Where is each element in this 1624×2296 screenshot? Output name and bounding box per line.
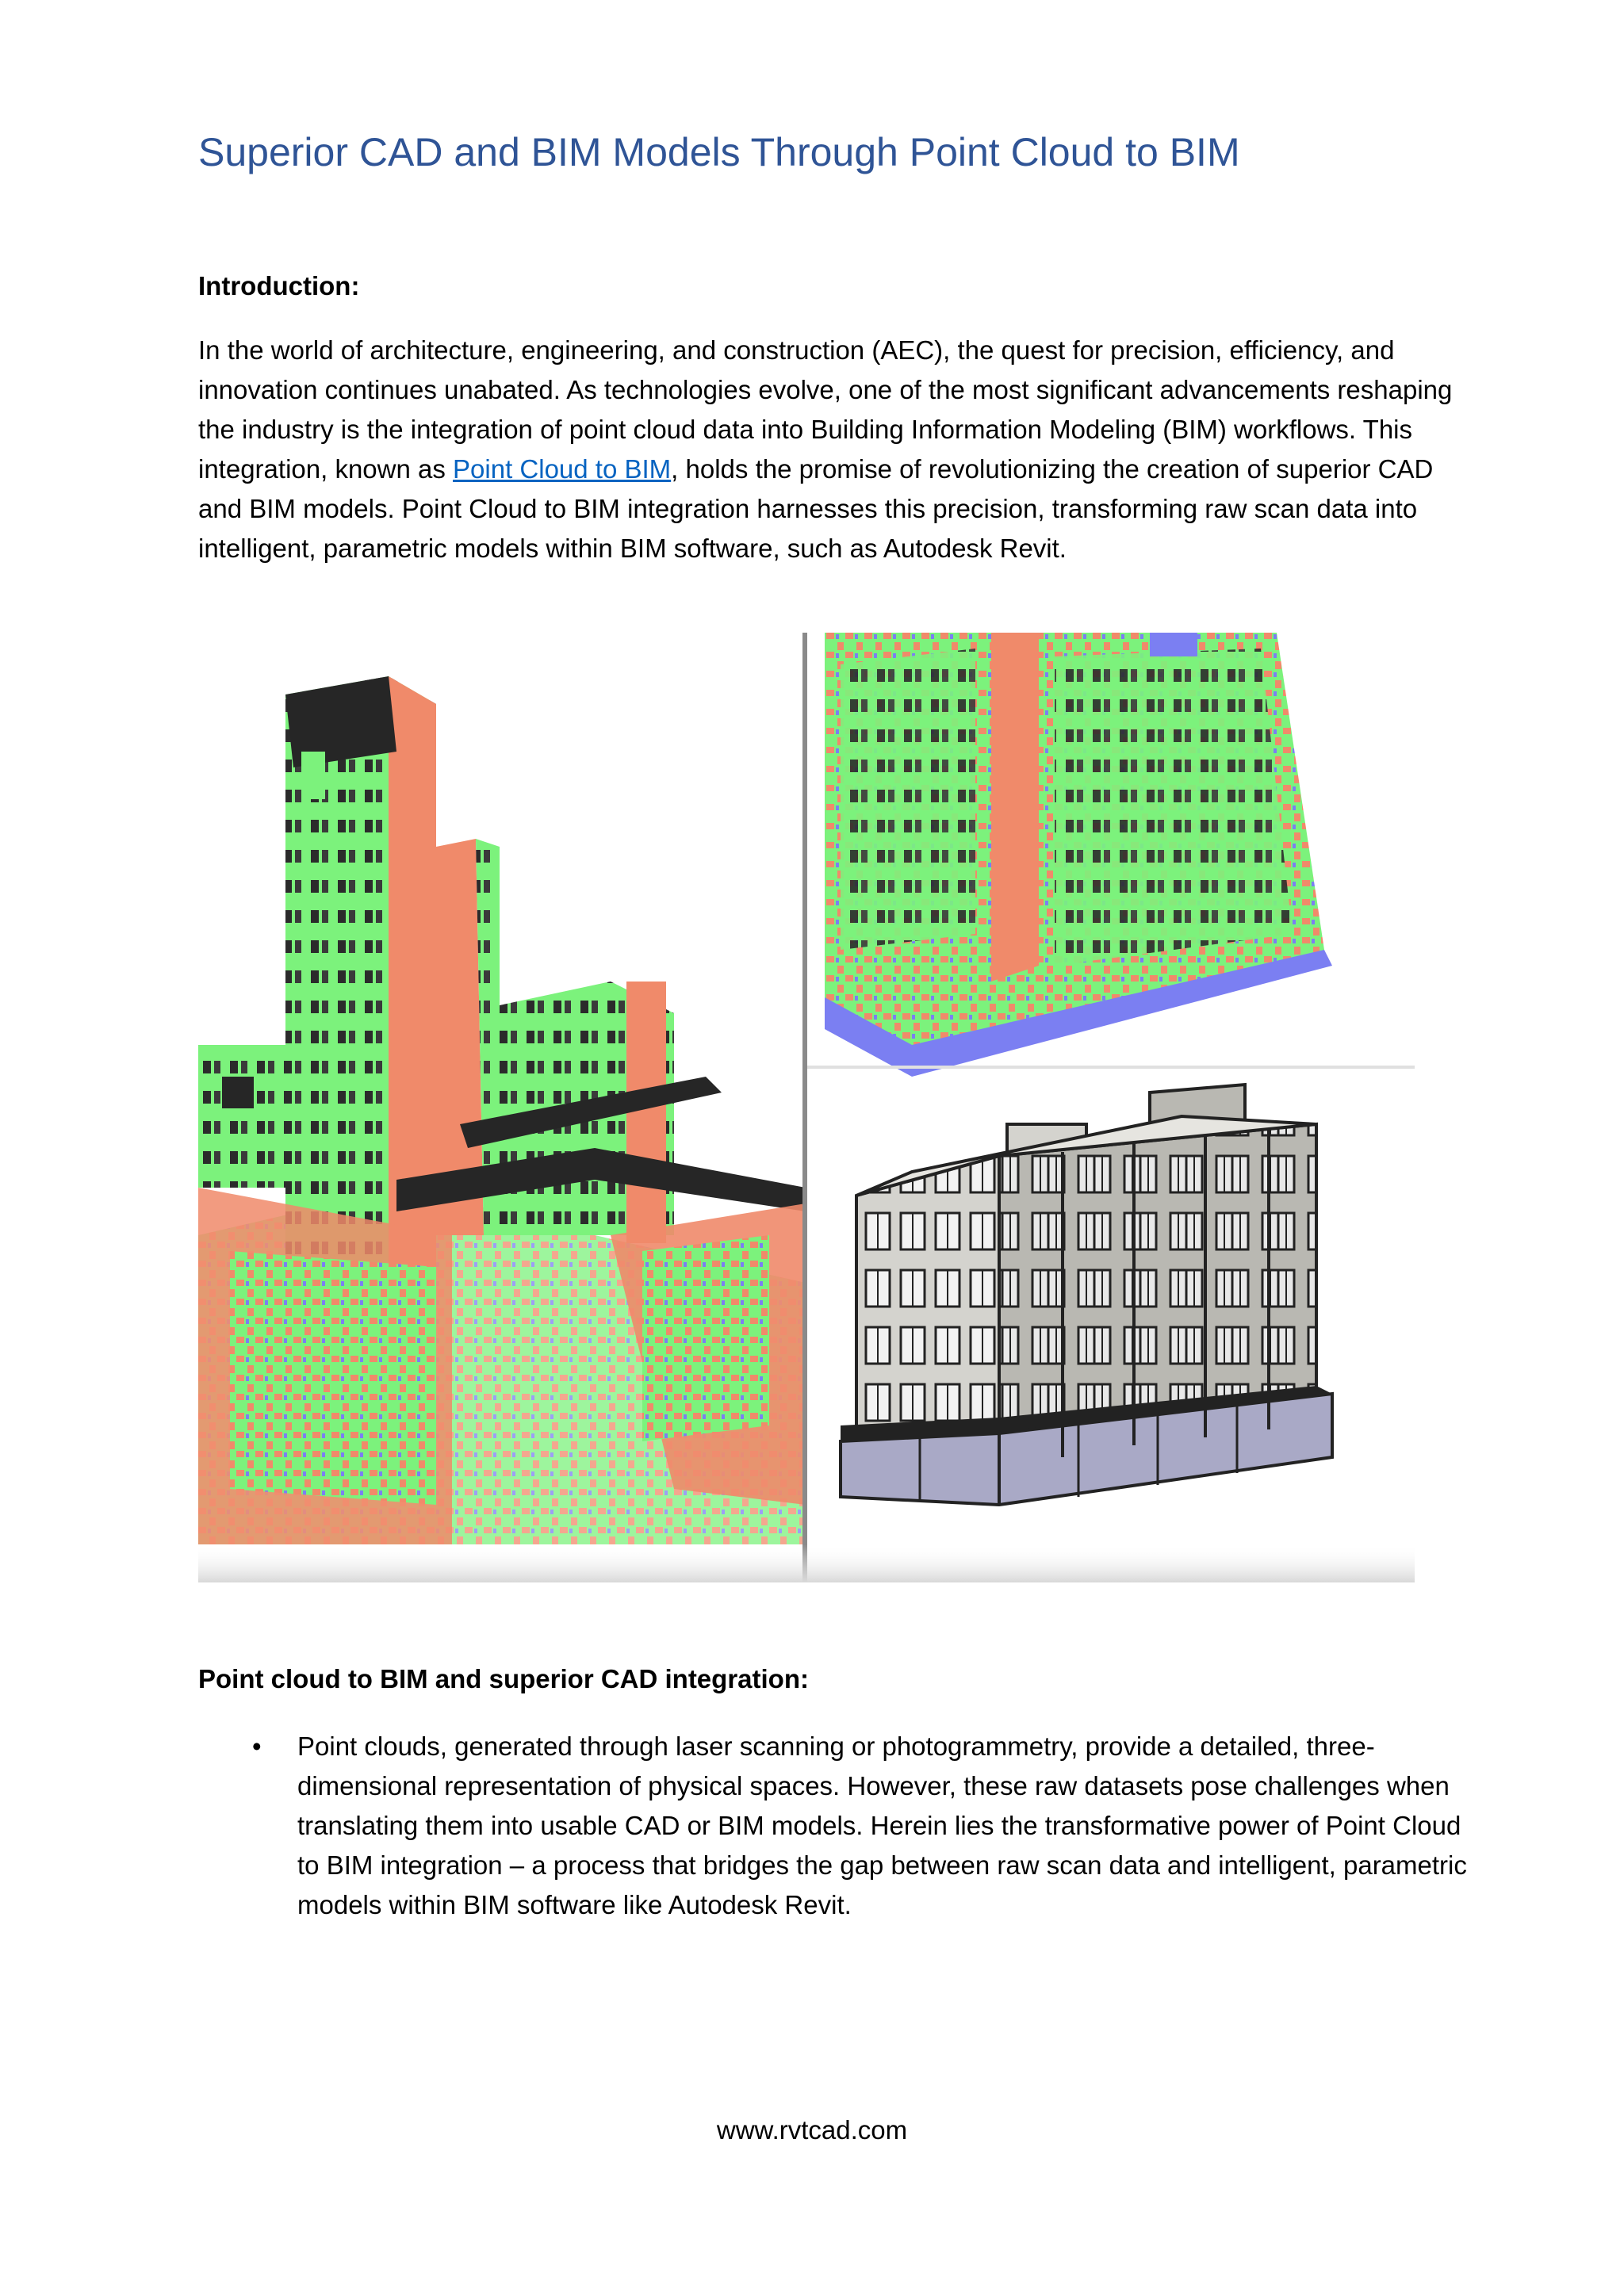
footer-website: www.rvtcad.com	[716, 2115, 908, 2145]
list-item	[198, 1727, 1467, 1925]
intro-heading: Introduction:	[198, 271, 360, 300]
bullet-icon: •	[252, 1732, 262, 1761]
intro-paragraph	[198, 331, 1467, 568]
page-title: Superior CAD and BIM Models Through Point Cloud to BIM	[198, 130, 1240, 174]
point-cloud-to-bim-link[interactable]: Point Cloud to BIM	[453, 454, 672, 484]
intro-text-before-link: In the world of architecture, engineering, and construction (AEC), the quest for precision, efficiency, and innovation continues unabated. As technologies evolve, one of the most significant advancements reshaping the industry is the integration of point cloud data into Building Information Modeling (BIM) workflows. This integration, known as	[198, 335, 1453, 484]
point-cloud-bim-figure	[198, 633, 1415, 1582]
integration-bullet-list	[198, 1727, 1467, 1925]
intro-text-after-link: , holds the promise of revolutionizing the creation of superior CAD and BIM models. Point Cloud to BIM integration harnesses this precision, transforming raw scan data into intelligent, parametric models within BIM software, such as Autodesk Revit.	[198, 454, 1434, 563]
bullet-text: Point clouds, generated through laser scanning or photogrammetry, provide a detailed, three-dimensional representation of physical spaces. However, these raw datasets pose challenges when translating them into usable CAD or BIM models. Herein lies the transformative power of Point Cloud to BIM integration – a process that bridges the gap between raw scan data and intelligent, parametric models within BIM software like Autodesk Revit.	[297, 1732, 1467, 1919]
section-heading-integration: Point cloud to BIM and superior CAD integration:	[198, 1664, 809, 1693]
